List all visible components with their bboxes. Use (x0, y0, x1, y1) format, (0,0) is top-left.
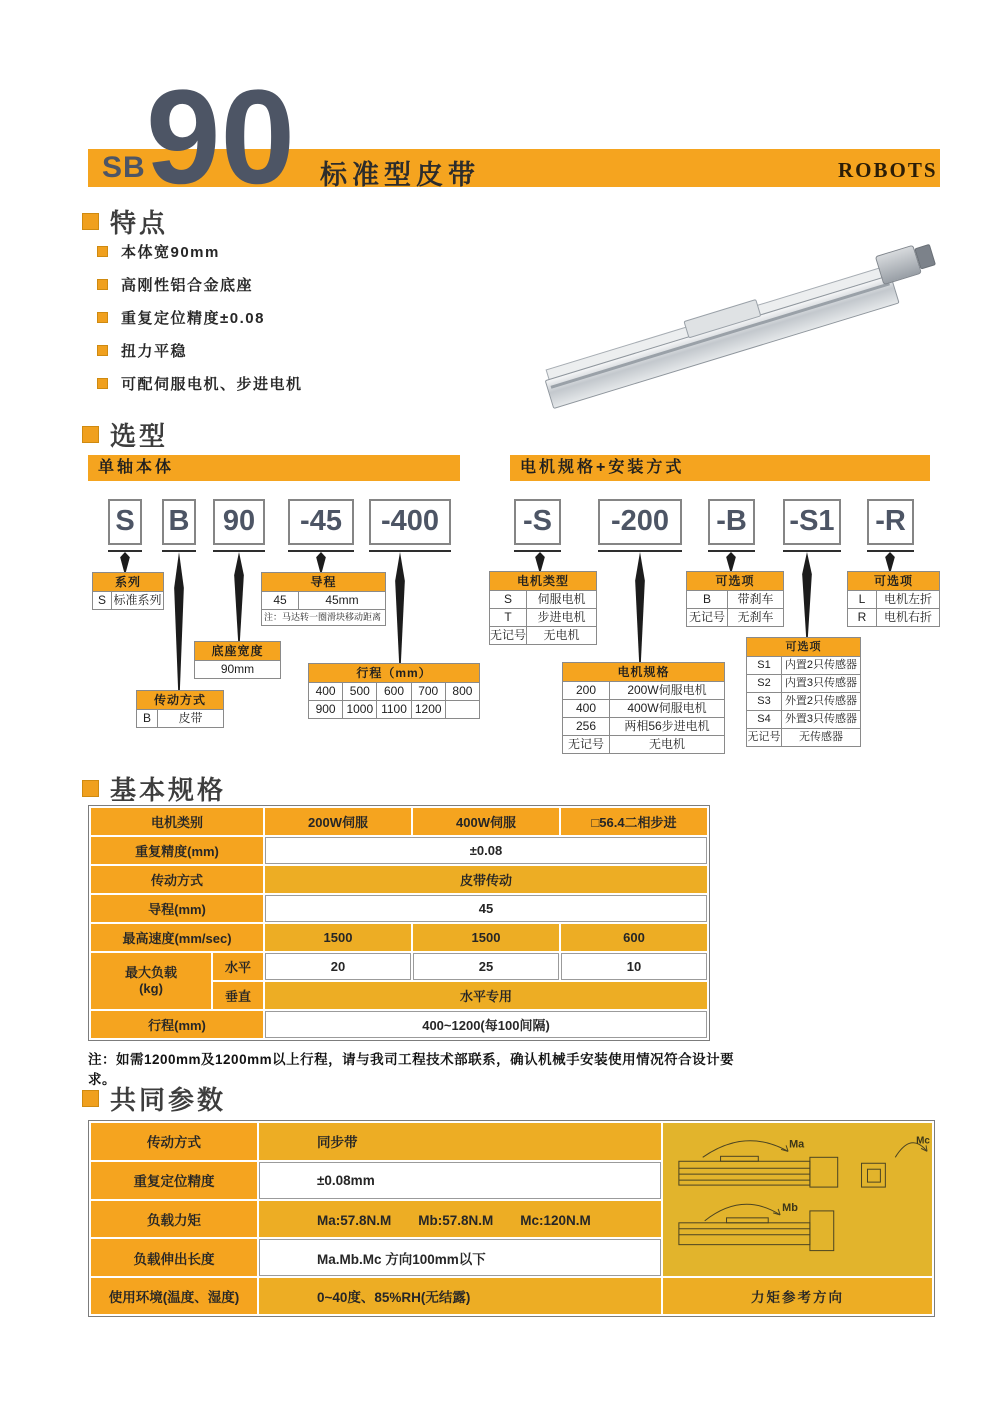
table-cell: 皮带 (157, 709, 224, 728)
motor-spec-table (562, 662, 725, 754)
table-cell: 400W伺服电机 (609, 699, 725, 718)
connector-line (389, 552, 411, 663)
section-square-icon (82, 780, 99, 797)
table-row (847, 590, 940, 609)
feature-text: 本体宽90mm (121, 244, 220, 261)
table-row (308, 682, 480, 701)
brand-logo: ROBOTS (838, 158, 938, 182)
table-cell: 无记号 (746, 728, 782, 747)
section-square-icon (82, 213, 99, 230)
table-cell: 1200 (411, 700, 446, 719)
spec-row-label (91, 953, 211, 1009)
table-cell: 1000 (342, 700, 377, 719)
table-title: 导程 (261, 572, 386, 592)
table-cell: 伺服电机 (526, 590, 597, 609)
spec-value: 水平专用 (265, 982, 707, 1009)
table-row (136, 709, 224, 728)
table-title: 行程（mm） (308, 663, 480, 683)
bullet-square-icon (97, 312, 108, 323)
features-heading (82, 203, 168, 240)
table-cell: 电机右折 (876, 608, 940, 627)
table-title: 可选项 (746, 637, 861, 657)
table-cell: 无电机 (609, 735, 725, 754)
drive-type-table (136, 690, 224, 728)
spec-row-label: 导程(mm) (91, 895, 263, 922)
bullet-square-icon (97, 246, 108, 257)
table-cell: S (489, 590, 527, 609)
table-cell: B (136, 709, 158, 728)
table-cell: S1 (746, 656, 782, 675)
spec-row-label: 电机类别 (91, 808, 263, 835)
param-label: 使用环境(温度、湿度) (91, 1278, 257, 1314)
table-cell: 800 (445, 682, 480, 701)
table-cell: 无刹车 (727, 608, 784, 627)
table-cell: 带刹车 (727, 590, 784, 609)
table-cell: L (847, 590, 877, 609)
table-row (746, 710, 861, 729)
table-cell: 标准系列 (111, 591, 164, 610)
connector-line (168, 552, 190, 690)
table-row (194, 660, 281, 679)
spec-value: 25 (413, 953, 559, 980)
table-row (847, 608, 940, 627)
table-cell: 400 (562, 699, 610, 718)
torque-diagram-sketch (663, 1123, 932, 1273)
table-row (562, 699, 725, 718)
table-cell: 900 (308, 700, 343, 719)
bullet-square-icon (97, 279, 108, 290)
spec-row-label: 最高速度(mm/sec) (91, 924, 263, 951)
spec-row-label: 传动方式 (91, 866, 263, 893)
table-cell (445, 700, 480, 719)
spec-value: 45 (265, 895, 707, 922)
table-title: 电机类型 (489, 571, 597, 591)
spec-col-header: □56.4二相步进 (561, 808, 707, 835)
table-row (308, 700, 480, 719)
motor-mount-banner: 电机规格+安装方式 (510, 455, 930, 481)
brake-option-table (686, 571, 784, 627)
base-width-table (194, 641, 281, 679)
section-square-icon (82, 1090, 99, 1107)
table-cell: 两相56步进电机 (609, 717, 725, 736)
selection-heading (82, 416, 168, 453)
spec-note: 注：如需1200mm及1200mm以上行程，请与我司工程技术部联系，确认机械手安装使用情况符合设计要求。 (88, 1052, 735, 1087)
motor-type-table (489, 571, 597, 645)
table-cell: 电机左折 (876, 590, 940, 609)
table-row (92, 591, 164, 610)
common-params-table (88, 1120, 935, 1317)
product-subtitle: 标准型皮带 (320, 160, 480, 190)
param-value: Ma.Mb.Mc 方向100mm以下 (259, 1239, 661, 1276)
features-title: 特点 (110, 208, 169, 238)
product-photo (535, 228, 955, 413)
feature-text: 可配伺服电机、步进电机 (121, 376, 303, 393)
table-title: 电机规格 (562, 662, 725, 682)
table-row (746, 656, 861, 675)
param-value: 0~40度、85%RH(无结露) (259, 1278, 661, 1314)
table-row (562, 681, 725, 700)
table-cell: 700 (411, 682, 446, 701)
common-params-heading (82, 1080, 226, 1117)
connector-line (529, 552, 551, 571)
lead-note: 注：马达转一圈滑块移动距离 (261, 609, 386, 626)
table-row (261, 591, 386, 610)
connector-line (310, 552, 332, 572)
spec-value: 皮带传动 (265, 866, 707, 893)
fold-option-table (847, 571, 940, 627)
load-label: 最大负载 (124, 965, 177, 980)
spec-value: ±0.08 (265, 837, 707, 864)
feature-text: 高刚性铝合金底座 (121, 277, 254, 294)
spec-row-label: 重复精度(mm) (91, 837, 263, 864)
spec-sub-label: 垂直 (213, 982, 263, 1009)
table-cell: S3 (746, 692, 782, 711)
basic-specs-heading (82, 770, 226, 807)
table-row (489, 590, 597, 609)
connector-line (796, 552, 818, 637)
feature-item (97, 241, 220, 262)
code-box-motor-spec: -200 (598, 499, 682, 545)
lead-table (261, 572, 386, 626)
single-axis-banner: 单轴本体 (88, 455, 460, 481)
table-row (686, 608, 784, 627)
basic-specs-table (88, 805, 710, 1041)
table-cell: 45mm (298, 591, 386, 610)
code-box-brake: -B (708, 499, 755, 545)
param-label: 重复定位精度 (91, 1162, 257, 1199)
code-box-width: 90 (213, 499, 265, 545)
table-title: 底座宽度 (194, 641, 281, 661)
table-cell: 外置3只传感器 (781, 710, 861, 729)
table-row (489, 608, 597, 627)
code-box-drive: B (162, 499, 196, 545)
spec-value: 1500 (265, 924, 411, 951)
table-cell: T (489, 608, 527, 627)
param-label: 传动方式 (91, 1123, 257, 1160)
table-cell: 200W伺服电机 (609, 681, 725, 700)
mb-label: Mb (782, 1201, 798, 1214)
table-cell: 内置2只传感器 (781, 656, 861, 675)
table-cell: R (847, 608, 877, 627)
table-row (562, 735, 725, 754)
param-value: Ma:57.8N.M Mb:57.8N.M Mc:120N.M (259, 1201, 661, 1238)
table-cell: S4 (746, 710, 782, 729)
table-cell: S (92, 591, 112, 610)
mc-label: Mc (916, 1135, 930, 1147)
table-row (686, 590, 784, 609)
connector-line (720, 552, 742, 571)
bullet-square-icon (97, 345, 108, 356)
section-square-icon (82, 426, 99, 443)
connector-line (879, 552, 901, 571)
table-cell: 45 (261, 591, 299, 610)
table-cell: S2 (746, 674, 782, 693)
feature-text: 扭力平稳 (121, 343, 188, 360)
table-row (746, 692, 861, 711)
connector-line (114, 552, 136, 572)
torque-caption: 力矩参考方向 (663, 1278, 932, 1314)
table-cell: 256 (562, 717, 610, 736)
code-box-motor-type: -S (514, 499, 561, 545)
table-row (489, 626, 597, 645)
table-cell: 90mm (194, 660, 281, 679)
table-cell: 400 (308, 682, 343, 701)
param-value: ±0.08mm (259, 1162, 661, 1199)
table-cell: 200 (562, 681, 610, 700)
spec-col-header: 400W伺服 (413, 808, 559, 835)
table-cell: 步进电机 (526, 608, 597, 627)
code-box-fold: -R (867, 499, 914, 545)
torque-diagram (663, 1123, 932, 1276)
table-cell: 无记号 (562, 735, 610, 754)
param-value: 同步带 (259, 1123, 661, 1160)
table-cell: 内置3只传感器 (781, 674, 861, 693)
feature-item (97, 274, 253, 295)
code-box-sensor: -S1 (783, 499, 841, 545)
connector-line (228, 552, 250, 641)
code-box-lead: -45 (288, 499, 354, 545)
sensor-option-table (746, 637, 861, 747)
table-cell: 外置2只传感器 (781, 692, 861, 711)
table-row (562, 717, 725, 736)
spec-value: 20 (265, 953, 411, 980)
table-cell: 500 (342, 682, 377, 701)
table-title: 系列 (92, 572, 164, 592)
bullet-square-icon (97, 378, 108, 389)
stroke-table (308, 663, 480, 719)
spec-col-header: 200W伺服 (265, 808, 411, 835)
param-label: 负载力矩 (91, 1201, 257, 1238)
param-label: 负载伸出长度 (91, 1239, 257, 1276)
feature-item (97, 340, 187, 361)
series-prefix: SB (102, 151, 146, 184)
series-table (92, 572, 164, 610)
feature-item (97, 373, 303, 394)
table-title: 可选项 (847, 571, 940, 591)
code-box-stroke: -400 (369, 499, 451, 545)
feature-text: 重复定位精度±0.08 (121, 310, 265, 327)
table-cell: 无记号 (489, 626, 527, 645)
table-cell: 无记号 (686, 608, 728, 627)
table-cell: B (686, 590, 728, 609)
spec-value: 1500 (413, 924, 559, 951)
spec-row-label: 行程(mm) (91, 1011, 263, 1038)
feature-item (97, 307, 265, 328)
table-cell: 1100 (376, 700, 411, 719)
spec-value: 600 (561, 924, 707, 951)
table-row (746, 728, 861, 747)
load-label-unit: (kg) (139, 981, 163, 996)
actuator-rail (538, 249, 912, 419)
ma-label: Ma (789, 1138, 805, 1151)
rail-slot (551, 282, 890, 388)
basic-specs-title: 基本规格 (110, 775, 227, 805)
model-number: 90 (146, 63, 296, 212)
table-cell: 无电机 (526, 626, 597, 645)
table-cell: 600 (376, 682, 411, 701)
spec-value: 10 (561, 953, 707, 980)
code-box-series: S (108, 499, 142, 545)
table-title: 可选项 (686, 571, 784, 591)
table-cell: 无传感器 (781, 728, 861, 747)
table-row (746, 674, 861, 693)
table-title: 传动方式 (136, 690, 224, 710)
connector-line (629, 552, 651, 662)
common-params-title: 共同参数 (110, 1085, 227, 1115)
spec-sub-label: 水平 (213, 953, 263, 980)
selection-title: 选型 (110, 421, 169, 451)
spec-value: 400~1200(每100间隔) (265, 1011, 707, 1038)
